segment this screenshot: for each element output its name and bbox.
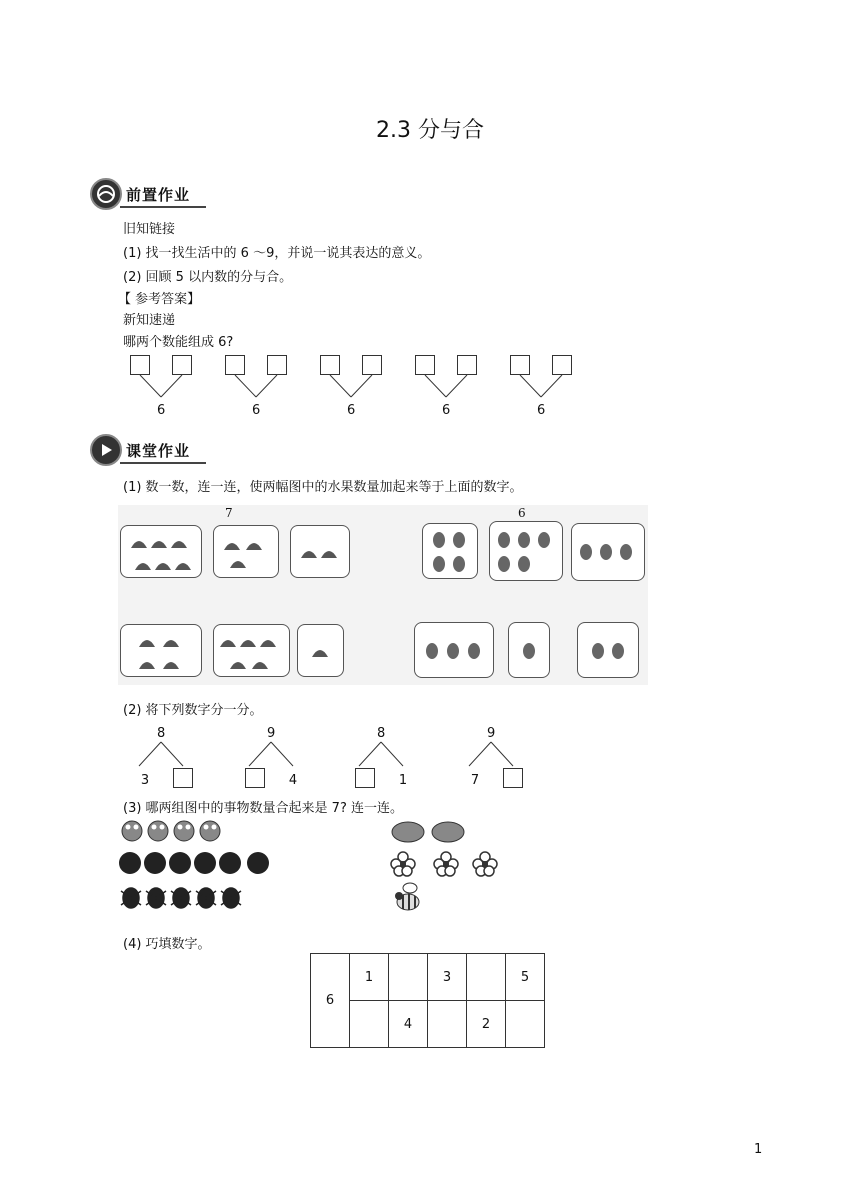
- split-branch: [139, 742, 161, 766]
- split-right[interactable]: [503, 768, 523, 788]
- number-grid: [310, 953, 545, 1048]
- target-number-left: 7: [225, 506, 233, 520]
- page-title: 2.3 分与合: [376, 118, 484, 143]
- answer-box[interactable]: [510, 355, 530, 375]
- tree-branch: [446, 375, 467, 397]
- answer-box[interactable]: [362, 355, 382, 375]
- new-heading: 新知速递: [123, 313, 176, 328]
- grid-cell[interactable]: [428, 1001, 467, 1048]
- tree-branch: [235, 375, 256, 397]
- pineapple-group-icon: [572, 524, 644, 580]
- grid-cell[interactable]: 5: [506, 954, 545, 1001]
- split-right[interactable]: [173, 768, 193, 788]
- section-header-class: [90, 434, 210, 468]
- split-branch: [249, 742, 271, 766]
- pre-item-1: (1) 找一找生活中的 6 ～9，并说一说其表达的意义。: [123, 246, 431, 261]
- split-branch: [491, 742, 513, 766]
- tree-total: 6: [442, 403, 451, 418]
- split-branch: [161, 742, 183, 766]
- bee-icon[interactable]: [390, 880, 426, 916]
- split-left[interactable]: [355, 768, 375, 788]
- tree-branch: [520, 375, 541, 397]
- tree-total: 6: [347, 403, 356, 418]
- grid-cell[interactable]: 1: [350, 954, 389, 1001]
- grid-cell[interactable]: 2: [467, 1001, 506, 1048]
- split-top: 8: [377, 726, 386, 741]
- split-left[interactable]: 7: [470, 773, 480, 788]
- pineapple-group-icon: [578, 623, 638, 677]
- grid-cell[interactable]: [350, 1001, 389, 1048]
- fruit-box[interactable]: [571, 523, 645, 581]
- answer-label: 【 参考答案】: [118, 292, 201, 307]
- split-left[interactable]: [245, 768, 265, 788]
- answer-box[interactable]: [415, 355, 435, 375]
- tree-branch: [330, 375, 351, 397]
- split-branch: [469, 742, 491, 766]
- play-icon: [90, 434, 122, 466]
- split-branch: [359, 742, 381, 766]
- fruit-group-icon: [291, 526, 349, 576]
- split-right[interactable]: 1: [398, 773, 408, 788]
- fruit-box[interactable]: [120, 624, 202, 677]
- split-trees: [0, 738, 860, 770]
- class-q2: (2) 将下列数字分一分。: [123, 703, 263, 718]
- pineapple-group-icon: [509, 623, 549, 677]
- fruit-group-icon: [121, 526, 201, 576]
- tree-total: 6: [537, 403, 546, 418]
- split-branch: [271, 742, 293, 766]
- fruit-box[interactable]: [489, 521, 563, 581]
- answer-box[interactable]: [457, 355, 477, 375]
- answer-box[interactable]: [552, 355, 572, 375]
- grid-cell[interactable]: 3: [428, 954, 467, 1001]
- tree-total: 6: [157, 403, 166, 418]
- grid-cell[interactable]: 4: [389, 1001, 428, 1048]
- grid-cell[interactable]: [389, 954, 428, 1001]
- tree-branch: [256, 375, 277, 397]
- target-number-right: 6: [518, 506, 526, 520]
- fruit-box[interactable]: [290, 525, 350, 578]
- split-right[interactable]: 4: [288, 773, 298, 788]
- tree-branch: [351, 375, 372, 397]
- fruit-box[interactable]: [213, 525, 279, 578]
- split-top: 9: [267, 726, 276, 741]
- class-q1: (1) 数一数，连一连，使两幅图中的水果数量加起来等于上面的数字。: [123, 480, 523, 495]
- divider: [120, 206, 206, 208]
- fruit-group-icon: [214, 526, 278, 576]
- section-header-pre: [90, 178, 210, 212]
- fruit-box[interactable]: [297, 624, 344, 677]
- section-header-label: 前置作业: [126, 186, 191, 204]
- fruit-box[interactable]: [422, 523, 478, 579]
- tree-total: 6: [252, 403, 261, 418]
- answer-box[interactable]: [267, 355, 287, 375]
- tree-branch: [425, 375, 446, 397]
- split-top: 9: [487, 726, 496, 741]
- answer-box[interactable]: [130, 355, 150, 375]
- divider: [120, 462, 206, 464]
- tree-branch: [161, 375, 182, 397]
- tree-branch: [140, 375, 161, 397]
- fruit-box[interactable]: [414, 622, 494, 678]
- globe-icon: [90, 178, 122, 210]
- fruit-box[interactable]: [120, 525, 202, 578]
- class-q3: (3) 哪两组图中的事物数量合起来是 7? 连一连。: [123, 801, 403, 816]
- grid-cell[interactable]: [506, 1001, 545, 1048]
- pineapple-group-icon: [423, 524, 477, 578]
- fruit-group-icon: [298, 625, 343, 675]
- question-six: 哪两个数能组成 6?: [123, 335, 234, 350]
- crab-group-icon[interactable]: [390, 818, 470, 844]
- flower-group-icon[interactable]: [390, 850, 500, 878]
- fruit-group-icon: [121, 625, 201, 675]
- page-number: 1: [754, 1142, 763, 1157]
- grid-head-cell: 6: [311, 954, 350, 1048]
- answer-box[interactable]: [172, 355, 192, 375]
- spider-group-icon[interactable]: [118, 883, 248, 913]
- answer-box[interactable]: [225, 355, 245, 375]
- split-top: 8: [157, 726, 166, 741]
- apple-group-icon[interactable]: [118, 849, 278, 875]
- fruit-box[interactable]: [577, 622, 639, 678]
- pineapple-group-icon: [415, 623, 493, 677]
- answer-box[interactable]: [320, 355, 340, 375]
- tree-branch: [541, 375, 562, 397]
- class-q4: (4) 巧填数字。: [123, 937, 211, 952]
- pre-item-2: (2) 回顾 5 以内数的分与合。: [123, 270, 293, 285]
- frog-group-icon[interactable]: [120, 818, 230, 844]
- split-left[interactable]: 3: [140, 773, 150, 788]
- grid-cell[interactable]: [467, 954, 506, 1001]
- review-heading: 旧知链接: [123, 222, 176, 237]
- pineapple-group-icon: [490, 522, 562, 580]
- fruit-box[interactable]: [213, 624, 290, 677]
- fruit-box[interactable]: [508, 622, 550, 678]
- split-branch: [381, 742, 403, 766]
- fruit-group-icon: [214, 625, 289, 675]
- section-header-label: 课堂作业: [126, 442, 191, 460]
